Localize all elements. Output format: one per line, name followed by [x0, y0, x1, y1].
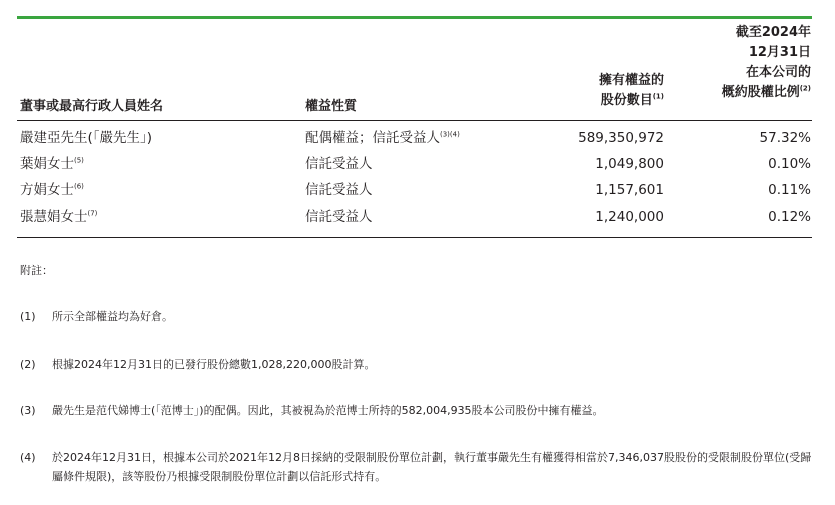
column-header-pct-line2: 12月31日 — [748, 45, 811, 60]
note-text: 嚴先生是范代娣博士(「范博士」)的配偶。因此，其被視為於范博士所持的582,004,935股本公司股份中擁有權益。 — [52, 404, 604, 417]
footnote-ref: (1) — [652, 92, 664, 101]
note-number: (3) — [20, 404, 36, 417]
shareholding-percentage: 0.12% — [768, 209, 811, 225]
interest-nature: 信託受益人 — [305, 156, 373, 172]
table-bottom-rule — [17, 237, 812, 238]
shareholding-percentage: 0.11% — [768, 182, 811, 198]
table-row — [0, 152, 835, 176]
table-row — [0, 178, 835, 202]
note-text: 根據2024年12月31日的已發行股份總數1,028,220,000股計算。 — [52, 358, 376, 371]
director-name: 葉娟女士$^{(5)}$ — [20, 156, 84, 172]
column-header-shares-line2: 股份數目$^{(1)}$ — [600, 92, 664, 108]
table-header-rule — [17, 120, 812, 121]
column-header-pct-line4: 概約股權比例$^{(2)}$ — [721, 84, 811, 100]
interest-nature: 配偶權益；信託受益人$^{(3)(4)}$ — [305, 130, 460, 146]
column-header-pct-line1: 截至2024年 — [735, 25, 811, 40]
notes-title: 附註： — [20, 264, 53, 277]
interest-nature: 信託受益人 — [305, 209, 373, 225]
table-row — [0, 126, 835, 150]
shareholding-percentage: 0.10% — [768, 156, 811, 172]
director-name: 嚴建亞先生(「嚴先生」) — [20, 130, 153, 146]
column-header-nature: 權益性質 — [305, 99, 358, 114]
column-header-percentage — [722, 23, 811, 103]
column-header-pct-line3: 在本公司的 — [745, 65, 811, 80]
footnote-ref: (2) — [799, 84, 811, 93]
top-accent-bar — [17, 16, 812, 19]
note-number: (2) — [20, 358, 36, 371]
column-header-name: 董事或最高行政人員姓名 — [20, 99, 164, 114]
share-count: 1,049,800 — [595, 156, 664, 172]
note-text: 所示全部權益均為好倉。 — [52, 310, 173, 323]
note-text: 於2024年12月31日，根據本公司於2021年12月8日採納的受限制股份單位計劃，執行董事嚴先生有權獲得相當於7,346,037股股份的受限制股份單位(受歸屬條件規限)，該等股份乃根據受限制股份單位計劃以信託形式持有。 — [52, 451, 812, 483]
share-count: 1,157,601 — [595, 182, 664, 198]
column-header-shares-line1: 擁有權益的 — [598, 73, 664, 88]
note-number: (4) — [20, 451, 36, 464]
interest-nature: 信託受益人 — [305, 182, 373, 198]
column-header-shares — [599, 71, 664, 111]
note-number: (1) — [20, 310, 36, 323]
share-count: 1,240,000 — [595, 209, 664, 225]
director-name: 張慧娟女士$^{(7)}$ — [20, 209, 98, 225]
share-count: 589,350,972 — [578, 130, 664, 146]
director-name: 方娟女士$^{(6)}$ — [20, 182, 84, 198]
shareholding-percentage: 57.32% — [759, 130, 811, 146]
table-row — [0, 205, 835, 229]
